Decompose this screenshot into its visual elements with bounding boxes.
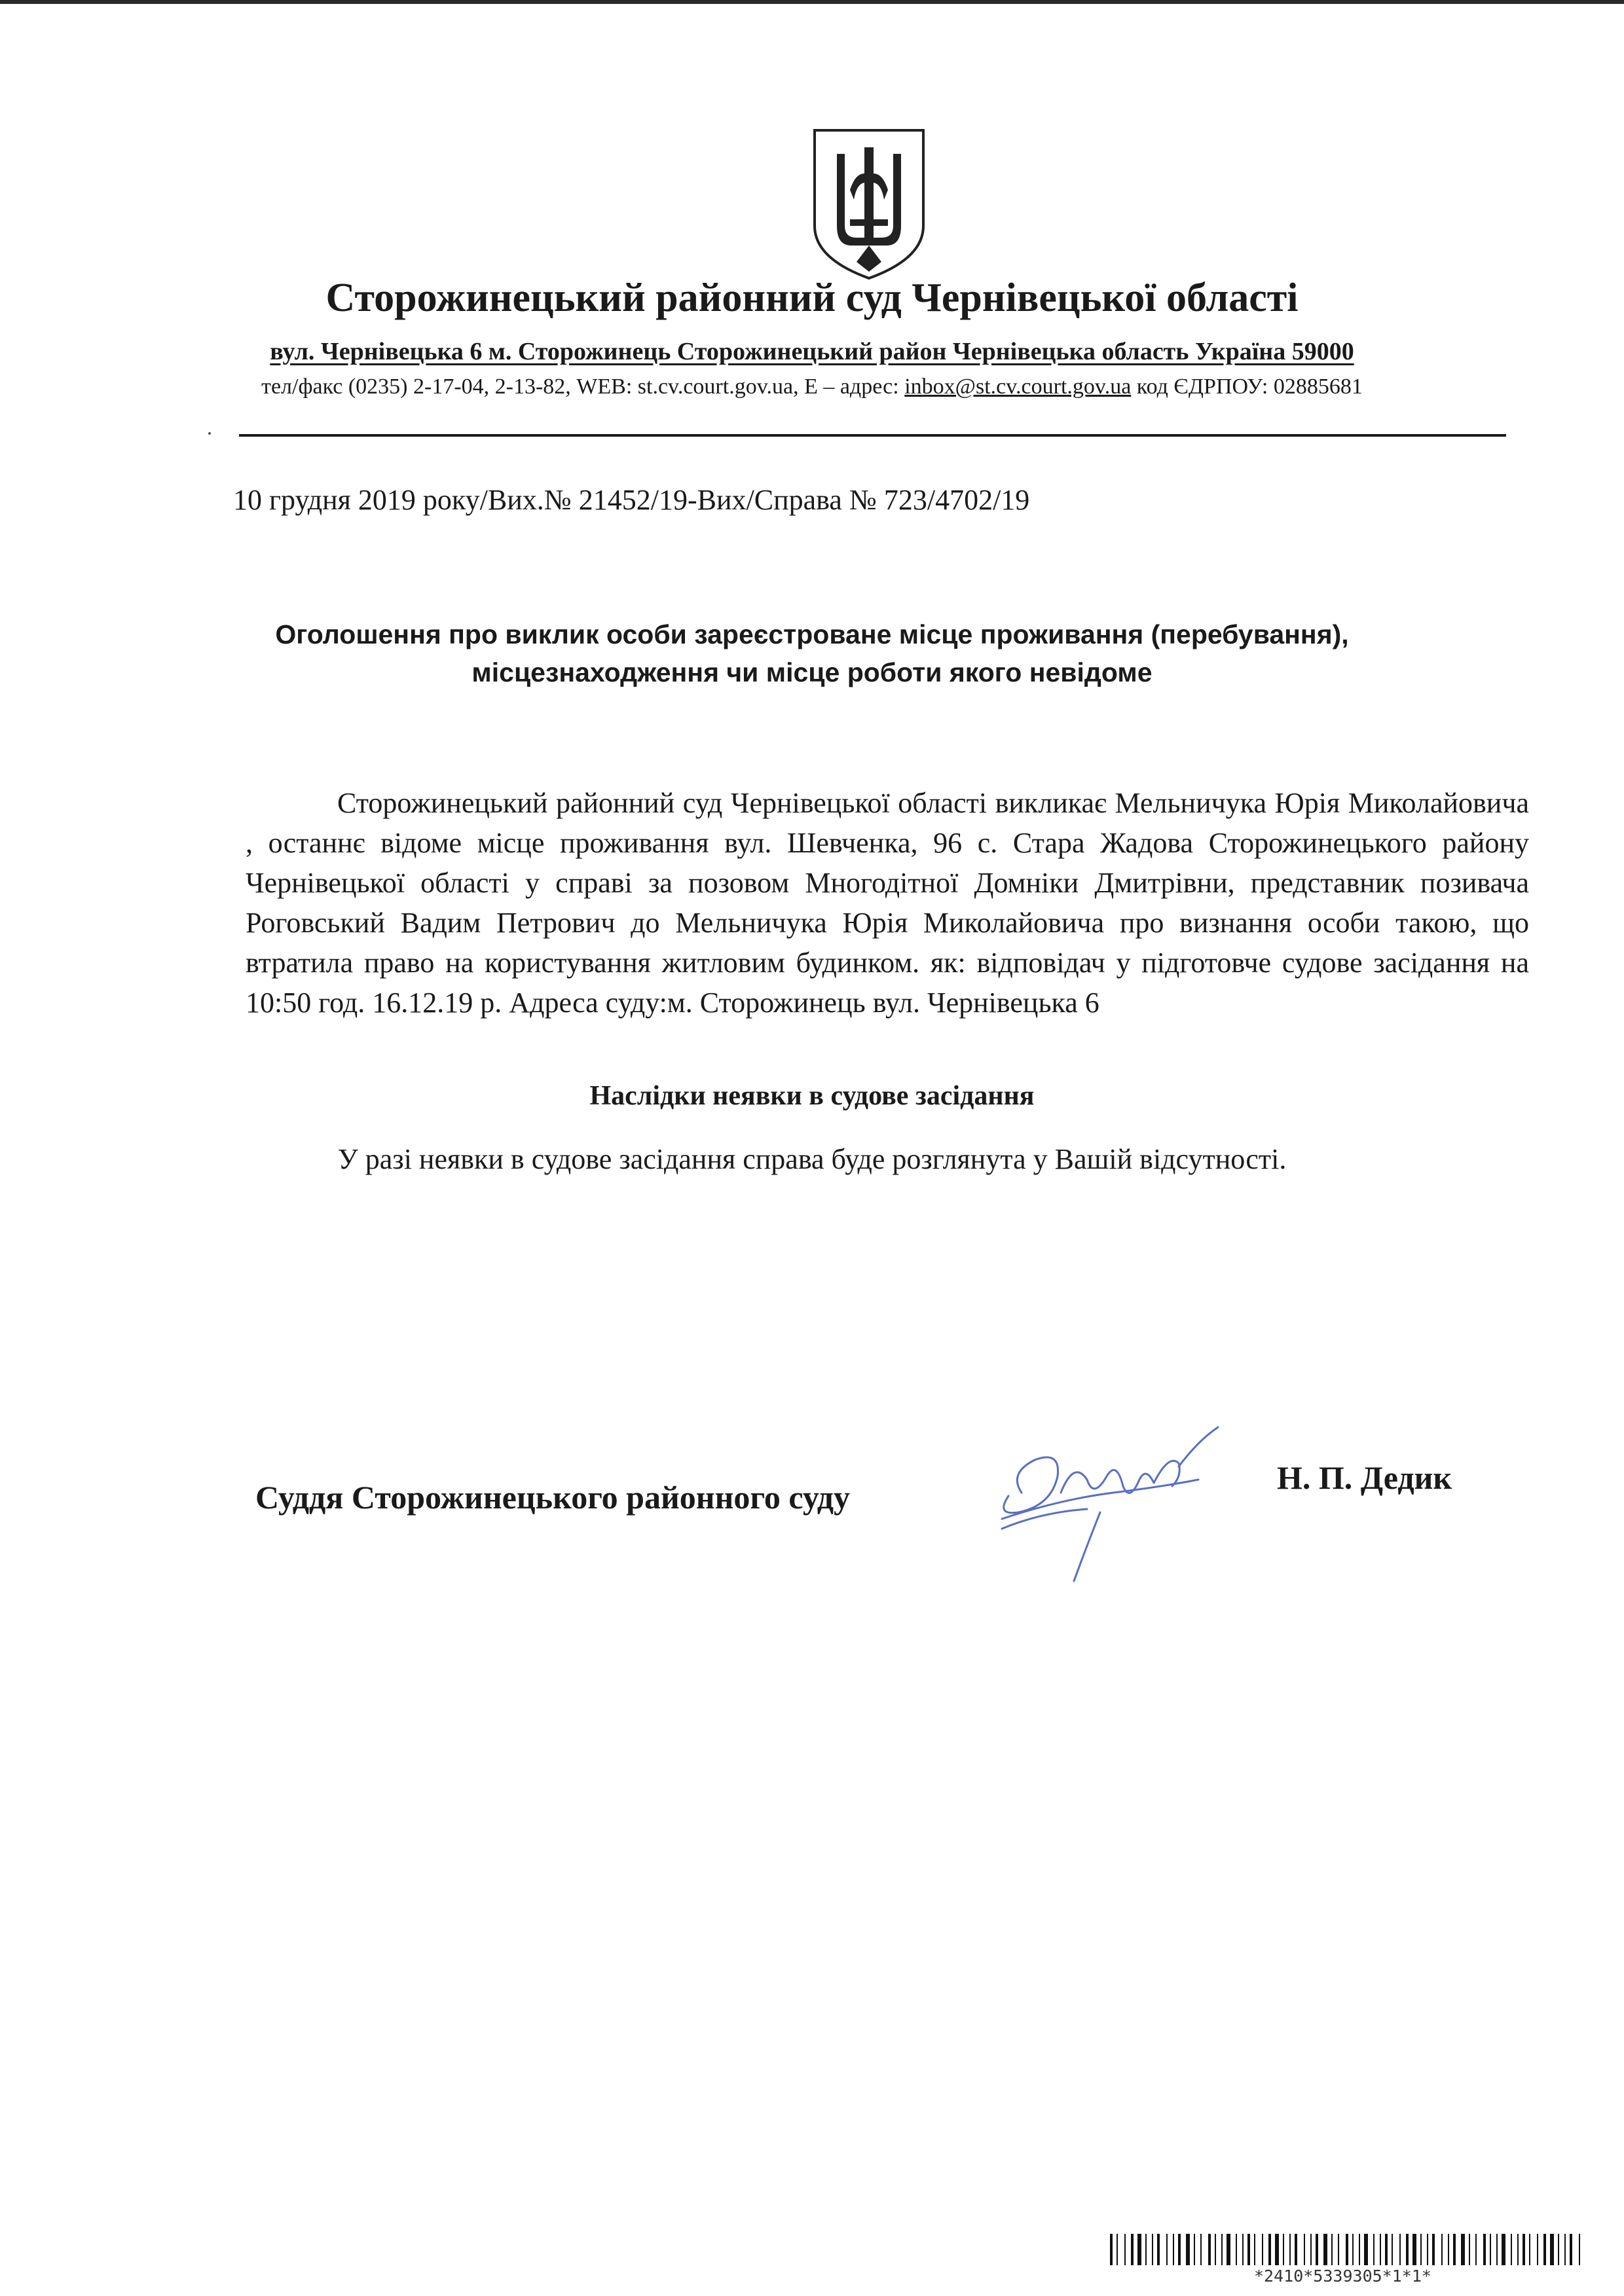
judge-name: Н. П. Дедик (1277, 1459, 1452, 1496)
court-address (196, 337, 1428, 366)
notice-title (196, 615, 1428, 691)
scan-top-edge (0, 0, 1624, 4)
contacts-phone-web: тел/факс (0235) 2-17-04, 2-13-82, WEB: st.cv.court.gov.ua, E – адрес: (261, 374, 905, 399)
notice-title-line-2: місцезнаходження чи місце роботи якого невідоме (471, 657, 1153, 687)
court-name: Сторожинецький районний суд Чернівецької області (325, 276, 1299, 320)
email-link[interactable]: inbox@st.cv.court.gov.ua (904, 374, 1132, 399)
consequences-text: У разі неявки в судове засідання справа буде розглянута у Вашій відсутності. (337, 1143, 1287, 1175)
notice-title-line-1: Оголошення про виклик особи зареєстроване місце проживання (перебування), (275, 619, 1349, 649)
court-contacts (164, 374, 1460, 399)
judge-title: Суддя Сторожинецького районного суду (255, 1479, 851, 1516)
barcode-icon (1110, 2234, 1591, 2265)
coat-of-arms-icon (811, 128, 927, 282)
contacts-edrpou: код ЄДРПОУ: 02885681 (1131, 374, 1363, 399)
court-address-text: вул. Чернівецька 6 м. Сторожинець Сторожинецький район Чернівецька область Україна 59000 (270, 338, 1354, 365)
signature-image (982, 1414, 1238, 1591)
scan-speck (208, 432, 211, 435)
header-divider (239, 434, 1506, 437)
notice-body: Сторожинецький районний суд Чернівецької області викликає Мельничука Юрія Миколайовича , останнє відоме місце проживання вул. Шевченка, 96 с. Стара Жадова Сторожинецького району Чернівецької області у справі за позовом Многодітної Домніки Дмитрівни, представник позивача Роговський Вадим Петрович до Мельничука Юрія Миколайовича про визнання особи такою, що втратила право на користування житловим будинком. як: відповідач у підготовче судове засідання на 10:50 год. 16.12.19 р. Адреса суду:м. Сторожинець вул. Чернівецька 6 (246, 787, 1529, 1019)
barcode-number: *2410*5339305*1*1* (1254, 2267, 1431, 2286)
consequences-heading: Наслідки неявки в судове засідання (589, 1081, 1035, 1111)
reference-line: 10 грудня 2019 року/Вих.№ 21452/19-Вих/Справа № 723/4702/19 (233, 484, 1030, 516)
